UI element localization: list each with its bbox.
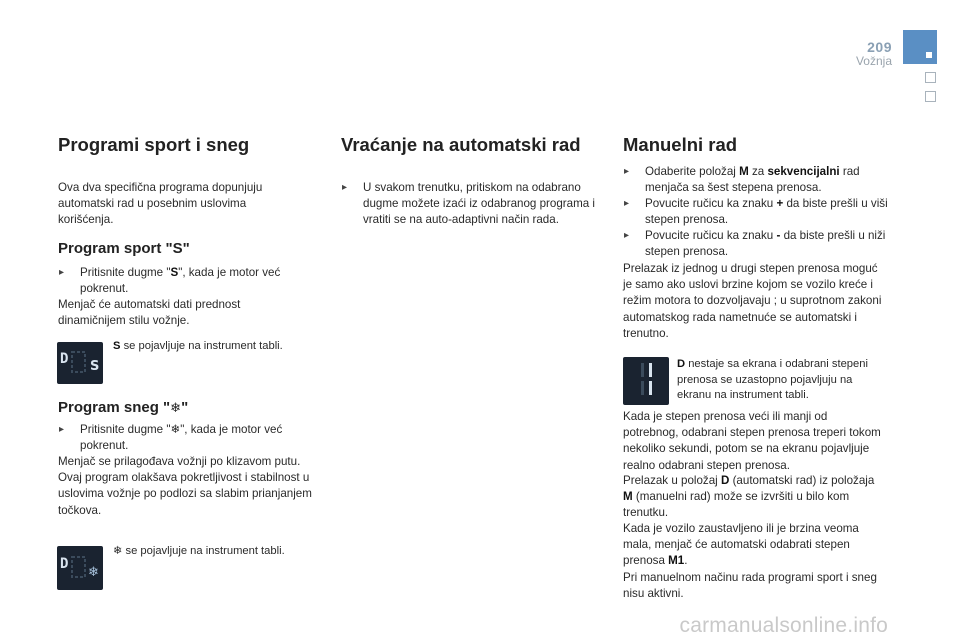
- col1-intro: Ova dva specifična programa dopunjuju automatski rad u posebnim uslovima korišćenja.: [58, 181, 263, 227]
- col2-bullet: ▸ U svakom trenutku, pritiskom na odabrano dugme možete izaći iz odabranog programa i vratiti se na auto-adaptivni način rada.: [342, 181, 595, 227]
- snowflake-icon: ❄: [113, 545, 123, 557]
- col2-title: Vraćanje na automatski rad: [341, 134, 581, 155]
- snowflake-icon: ❄: [170, 400, 182, 415]
- outline-square-icon: [925, 91, 936, 102]
- arrow-bullet-icon: ▸: [59, 424, 65, 435]
- snow-mode-icon: [57, 546, 103, 590]
- snowflake-icon: ❄: [170, 423, 181, 436]
- chapter-tab: [903, 30, 937, 64]
- manual-bullet-3: ▸ Povucite ručicu ka znaku - da biste prešli u niži stepen prenosa.: [624, 229, 886, 259]
- watermark: carmanualsonline.info: [679, 614, 888, 637]
- svg-text:D: D: [60, 351, 69, 367]
- arrow-bullet-icon: ▸: [624, 230, 630, 241]
- snow-text: Menjač se prilagođava vožnji po klizavom putu. Ovaj program olakšava pokretljivost i stabilnost u uslovima vožnje po podlozi sa slabim prianjanjem točkova.: [58, 455, 312, 517]
- manual-para-4: Kada je vozilo zaustavljeno ili je brzina veoma mala, menjač će automatski odabrati stepen prenosa M1.: [623, 522, 859, 568]
- arrow-bullet-icon: ▸: [59, 267, 65, 278]
- manual-para-3: Prelazak u položaj D (automatski rad) iz položaja M (manuelni rad) može se izvršiti u bilo kom trenutku.: [623, 474, 875, 520]
- sport-display-panel: [57, 342, 103, 384]
- snow-heading: Program sneg "❄": [58, 399, 189, 416]
- manual-para-2: Kada je stepen prenosa veći ili manji od potrebnog, odabrani stepen prenosa treperi tokom nekoliko sekundi, potom se na ekranu pojavljuje realno odabrani stepen prenosa.: [623, 410, 881, 472]
- section-name: Vožnja: [855, 54, 892, 68]
- manual-para-5: Pri manuelnom načinu rada programi sport i sneg nisu aktivni.: [623, 571, 877, 601]
- sport-heading: Program sport "S": [58, 240, 190, 257]
- arrow-bullet-icon: ▸: [342, 182, 348, 193]
- sport-mode-icon: [57, 342, 103, 384]
- sport-text: Menjač će automatski dati prednost dinamičnijem stilu vožnje.: [58, 298, 241, 328]
- manual-display-panel: [623, 357, 669, 405]
- snow-display-panel: [57, 546, 103, 590]
- outline-square-icon: [925, 72, 936, 83]
- sport-caption: S se pojavljuje na instrument tabli.: [113, 340, 283, 352]
- manual-caption: D nestaje sa ekrana i odabrani stepeni prenosa se uzastopno pojavljuju na ekranu na instrument tabli.: [677, 358, 868, 401]
- svg-text:❄: ❄: [88, 565, 99, 580]
- gear-one-icon: [623, 357, 669, 405]
- snow-caption: ❄ se pojavljuje na instrument tabli.: [113, 545, 285, 557]
- arrow-bullet-icon: ▸: [624, 166, 630, 177]
- svg-text:S: S: [90, 359, 100, 374]
- col1-title: Programi sport i sneg: [58, 134, 250, 155]
- manual-bullet-1: ▸ Odaberite položaj M za sekvencijalni rad menjača sa šest stepena prenosa.: [624, 165, 860, 195]
- arrow-bullet-icon: ▸: [624, 198, 630, 209]
- tab-square-icon: [926, 52, 932, 58]
- manual-bullet-2: ▸ Povucite ručicu ka znaku + da biste prešli u viši stepen prenosa.: [624, 197, 888, 227]
- manual-para-1: Prelazak iz jednog u drugi stepen prenosa moguć je samo ako uslovi brzine kojom se vozilo kreće i režim motora to dozvoljavaju ; u suprotnom zakoni automatskog rada nametnuće se automatski i trenutno.: [623, 262, 882, 340]
- col3-title: Manuelni rad: [623, 134, 738, 155]
- svg-text:D: D: [60, 556, 69, 572]
- snow-bullet: ▸ Pritisnite dugme "❄", kada je motor već pokrenut.: [59, 423, 283, 453]
- sport-bullet: ▸ Pritisnite dugme "S", kada je motor već pokrenut.: [59, 266, 281, 296]
- page-number: 209: [867, 39, 892, 55]
